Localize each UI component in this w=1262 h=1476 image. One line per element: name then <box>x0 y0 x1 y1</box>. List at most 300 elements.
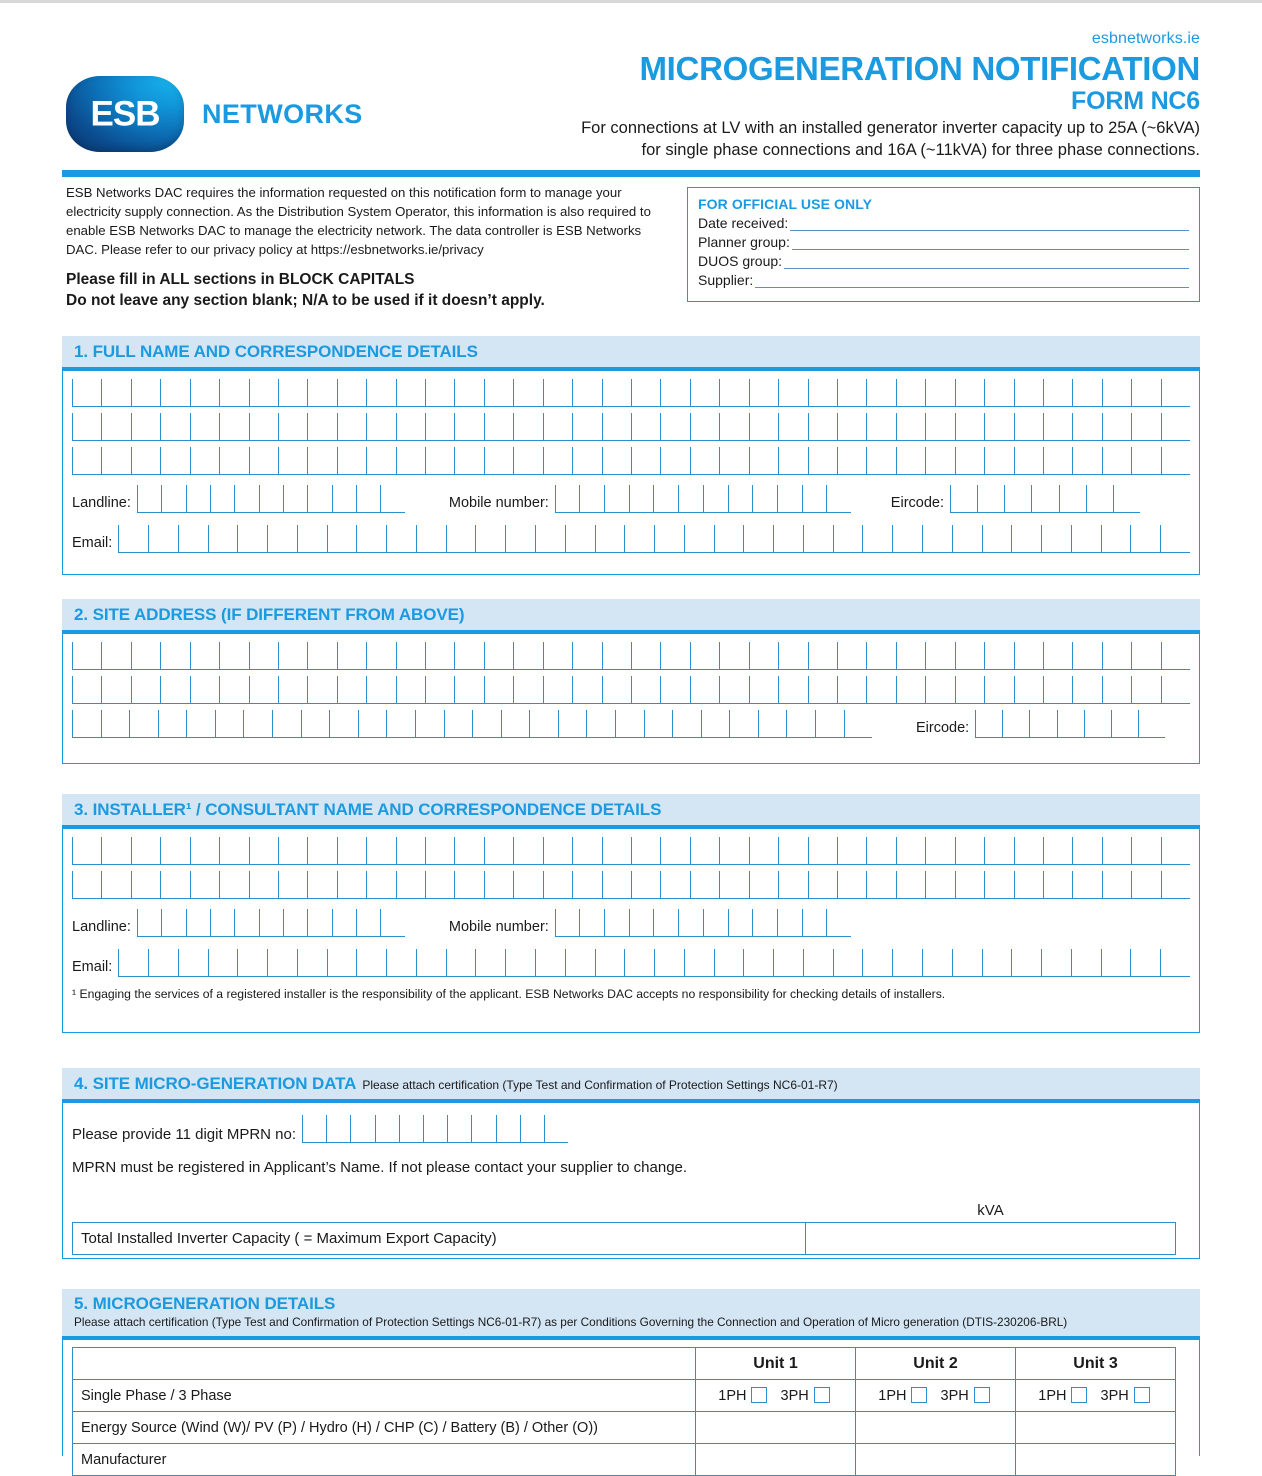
comb-cell[interactable] <box>513 837 542 864</box>
comb-cell[interactable] <box>955 413 984 440</box>
comb-cell[interactable] <box>1072 413 1101 440</box>
comb-cell[interactable] <box>72 837 101 864</box>
comb-cell[interactable] <box>660 642 689 669</box>
unit1-3ph-checkbox[interactable] <box>814 1387 830 1403</box>
comb-cell[interactable] <box>952 525 982 552</box>
comb-cell[interactable] <box>208 525 238 552</box>
comb-cell[interactable] <box>743 949 773 976</box>
comb-cell[interactable] <box>555 485 580 512</box>
comb-cell[interactable] <box>728 909 753 936</box>
comb-cell[interactable] <box>337 642 366 669</box>
comb-cell[interactable] <box>249 447 278 474</box>
capacity-value-input[interactable] <box>806 1222 1176 1254</box>
comb-cell[interactable] <box>302 1115 326 1142</box>
site-eircode-input[interactable] <box>975 710 1165 738</box>
comb-cell[interactable] <box>513 676 542 703</box>
manufacturer-unit-1[interactable] <box>696 1444 856 1476</box>
comb-cell[interactable] <box>866 871 895 898</box>
comb-cell[interactable] <box>629 485 654 512</box>
comb-cell[interactable] <box>826 485 851 512</box>
comb-cell[interactable] <box>1130 525 1160 552</box>
comb-cell[interactable] <box>425 413 454 440</box>
comb-cell[interactable] <box>925 676 954 703</box>
comb-cell[interactable] <box>444 710 473 737</box>
comb-cell[interactable] <box>529 710 558 737</box>
comb-cell[interactable] <box>572 447 601 474</box>
comb-cell[interactable] <box>604 485 629 512</box>
comb-cell[interactable] <box>190 379 219 406</box>
comb-cell[interactable] <box>1014 447 1043 474</box>
comb-cell[interactable] <box>158 710 187 737</box>
comb-cell[interactable] <box>396 676 425 703</box>
comb-cell[interactable] <box>660 837 689 864</box>
comb-cell[interactable] <box>337 413 366 440</box>
comb-cell[interactable] <box>1057 710 1084 737</box>
comb-cell[interactable] <box>210 485 234 512</box>
comb-cell[interactable] <box>454 379 483 406</box>
comb-cell[interactable] <box>131 379 160 406</box>
comb-cell[interactable] <box>1072 642 1101 669</box>
comb-cell[interactable] <box>690 642 719 669</box>
comb-cell[interactable] <box>131 447 160 474</box>
comb-cell[interactable] <box>653 909 678 936</box>
comb-cell[interactable] <box>984 837 1013 864</box>
comb-cell[interactable] <box>950 485 977 512</box>
comb-cell[interactable] <box>496 1115 520 1142</box>
unit1-1ph-checkbox[interactable] <box>751 1387 767 1403</box>
comb-cell[interactable] <box>1014 379 1043 406</box>
comb-cell[interactable] <box>758 710 787 737</box>
site-address-row-2[interactable] <box>72 676 1190 704</box>
comb-cell[interactable] <box>101 413 130 440</box>
comb-cell[interactable] <box>472 710 501 737</box>
comb-cell[interactable] <box>1072 871 1101 898</box>
comb-cell[interactable] <box>190 413 219 440</box>
full-name-row-2[interactable] <box>72 413 1190 441</box>
comb-cell[interactable] <box>1138 710 1165 737</box>
comb-cell[interactable] <box>955 642 984 669</box>
comb-cell[interactable] <box>543 676 572 703</box>
comb-cell[interactable] <box>719 379 748 406</box>
comb-cell[interactable] <box>543 837 572 864</box>
comb-cell[interactable] <box>1014 676 1043 703</box>
comb-cell[interactable] <box>332 909 356 936</box>
comb-cell[interactable] <box>259 485 283 512</box>
comb-cell[interactable] <box>701 710 730 737</box>
comb-cell[interactable] <box>1161 413 1190 440</box>
comb-cell[interactable] <box>72 379 101 406</box>
comb-cell[interactable] <box>977 485 1004 512</box>
comb-cell[interactable] <box>653 485 678 512</box>
comb-cell[interactable] <box>984 447 1013 474</box>
comb-cell[interactable] <box>278 676 307 703</box>
comb-cell[interactable] <box>749 871 778 898</box>
comb-cell[interactable] <box>1071 525 1101 552</box>
comb-cell[interactable] <box>808 871 837 898</box>
unit3-1ph-checkbox[interactable] <box>1071 1387 1087 1403</box>
comb-cell[interactable] <box>366 413 395 440</box>
comb-cell[interactable] <box>237 949 267 976</box>
comb-cell[interactable] <box>327 949 357 976</box>
comb-cell[interactable] <box>186 485 210 512</box>
comb-cell[interactable] <box>866 676 895 703</box>
comb-cell[interactable] <box>595 949 625 976</box>
comb-cell[interactable] <box>423 1115 447 1142</box>
comb-cell[interactable] <box>644 710 673 737</box>
comb-cell[interactable] <box>837 871 866 898</box>
comb-cell[interactable] <box>1041 525 1071 552</box>
comb-cell[interactable] <box>1043 413 1072 440</box>
comb-cell[interactable] <box>1043 447 1072 474</box>
comb-cell[interactable] <box>749 447 778 474</box>
comb-cell[interactable] <box>186 710 215 737</box>
comb-cell[interactable] <box>1102 447 1131 474</box>
comb-cell[interactable] <box>513 379 542 406</box>
comb-cell[interactable] <box>984 871 1013 898</box>
comb-cell[interactable] <box>719 871 748 898</box>
comb-cell[interactable] <box>1130 949 1160 976</box>
comb-cell[interactable] <box>543 447 572 474</box>
energy-source-unit-3[interactable] <box>1016 1412 1176 1444</box>
comb-cell[interactable] <box>356 525 386 552</box>
comb-cell[interactable] <box>660 871 689 898</box>
comb-cell[interactable] <box>425 642 454 669</box>
installer-name-row-1[interactable] <box>72 837 1190 865</box>
comb-cell[interactable] <box>190 642 219 669</box>
comb-cell[interactable] <box>72 676 101 703</box>
comb-cell[interactable] <box>719 413 748 440</box>
comb-cell[interactable] <box>267 525 297 552</box>
comb-cell[interactable] <box>866 413 895 440</box>
comb-cell[interactable] <box>513 413 542 440</box>
comb-cell[interactable] <box>808 379 837 406</box>
comb-cell[interactable] <box>1086 485 1113 512</box>
comb-cell[interactable] <box>454 413 483 440</box>
comb-cell[interactable] <box>579 909 604 936</box>
comb-cell[interactable] <box>719 642 748 669</box>
comb-cell[interactable] <box>72 871 101 898</box>
manufacturer-unit-2[interactable] <box>856 1444 1016 1476</box>
comb-cell[interactable] <box>278 379 307 406</box>
comb-cell[interactable] <box>862 525 892 552</box>
comb-cell[interactable] <box>773 525 803 552</box>
comb-cell[interactable] <box>327 525 357 552</box>
comb-cell[interactable] <box>803 949 833 976</box>
comb-cell[interactable] <box>307 379 336 406</box>
comb-cell[interactable] <box>501 710 530 737</box>
comb-cell[interactable] <box>278 871 307 898</box>
email-input[interactable] <box>118 525 1190 553</box>
comb-cell[interactable] <box>454 837 483 864</box>
comb-cell[interactable] <box>1043 837 1072 864</box>
comb-cell[interactable] <box>249 676 278 703</box>
comb-cell[interactable] <box>454 676 483 703</box>
comb-cell[interactable] <box>624 525 654 552</box>
comb-cell[interactable] <box>131 871 160 898</box>
installer-email-input[interactable] <box>118 949 1190 977</box>
comb-cell[interactable] <box>729 710 758 737</box>
comb-cell[interactable] <box>366 871 395 898</box>
comb-cell[interactable] <box>366 447 395 474</box>
comb-cell[interactable] <box>237 525 267 552</box>
comb-cell[interactable] <box>1102 676 1131 703</box>
comb-cell[interactable] <box>484 447 513 474</box>
comb-cell[interactable] <box>925 837 954 864</box>
comb-cell[interactable] <box>660 413 689 440</box>
mobile-number-input[interactable] <box>555 485 851 513</box>
comb-cell[interactable] <box>1002 710 1029 737</box>
comb-cell[interactable] <box>278 447 307 474</box>
comb-cell[interactable] <box>660 379 689 406</box>
comb-cell[interactable] <box>1029 710 1056 737</box>
comb-cell[interactable] <box>896 413 925 440</box>
comb-cell[interactable] <box>690 837 719 864</box>
duos-group-input[interactable] <box>784 256 1189 269</box>
comb-cell[interactable] <box>505 525 535 552</box>
comb-cell[interactable] <box>484 642 513 669</box>
comb-cell[interactable] <box>1161 447 1190 474</box>
unit2-3ph-checkbox[interactable] <box>974 1387 990 1403</box>
comb-cell[interactable] <box>1102 413 1131 440</box>
comb-cell[interactable] <box>837 837 866 864</box>
comb-cell[interactable] <box>471 1115 495 1142</box>
comb-cell[interactable] <box>1131 413 1160 440</box>
comb-cell[interactable] <box>210 909 234 936</box>
comb-cell[interactable] <box>131 413 160 440</box>
comb-cell[interactable] <box>278 413 307 440</box>
comb-cell[interactable] <box>219 379 248 406</box>
comb-cell[interactable] <box>602 837 631 864</box>
comb-cell[interactable] <box>1011 525 1041 552</box>
comb-cell[interactable] <box>160 447 189 474</box>
comb-cell[interactable] <box>833 949 863 976</box>
comb-cell[interactable] <box>896 379 925 406</box>
comb-cell[interactable] <box>1113 485 1140 512</box>
comb-cell[interactable] <box>243 710 272 737</box>
comb-cell[interactable] <box>160 642 189 669</box>
comb-cell[interactable] <box>778 642 807 669</box>
comb-cell[interactable] <box>416 525 446 552</box>
comb-cell[interactable] <box>1014 871 1043 898</box>
comb-cell[interactable] <box>366 642 395 669</box>
comb-cell[interactable] <box>101 642 130 669</box>
comb-cell[interactable] <box>1043 871 1072 898</box>
comb-cell[interactable] <box>654 525 684 552</box>
comb-cell[interactable] <box>1160 525 1190 552</box>
comb-cell[interactable] <box>955 871 984 898</box>
comb-cell[interactable] <box>535 949 565 976</box>
comb-cell[interactable] <box>475 525 505 552</box>
comb-cell[interactable] <box>380 909 404 936</box>
comb-cell[interactable] <box>234 485 258 512</box>
comb-cell[interactable] <box>703 485 728 512</box>
comb-cell[interactable] <box>72 710 101 737</box>
comb-cell[interactable] <box>862 949 892 976</box>
comb-cell[interactable] <box>219 642 248 669</box>
comb-cell[interactable] <box>837 379 866 406</box>
comb-cell[interactable] <box>631 447 660 474</box>
comb-cell[interactable] <box>752 485 777 512</box>
comb-cell[interactable] <box>160 413 189 440</box>
comb-cell[interactable] <box>337 676 366 703</box>
comb-cell[interactable] <box>896 871 925 898</box>
comb-cell[interactable] <box>925 871 954 898</box>
comb-cell[interactable] <box>1101 525 1131 552</box>
comb-cell[interactable] <box>160 379 189 406</box>
comb-cell[interactable] <box>190 871 219 898</box>
comb-cell[interactable] <box>101 676 130 703</box>
comb-cell[interactable] <box>118 949 148 976</box>
comb-cell[interactable] <box>1043 642 1072 669</box>
comb-cell[interactable] <box>1011 949 1041 976</box>
comb-cell[interactable] <box>1131 871 1160 898</box>
comb-cell[interactable] <box>396 642 425 669</box>
comb-cell[interactable] <box>631 837 660 864</box>
comb-cell[interactable] <box>837 447 866 474</box>
comb-cell[interactable] <box>572 642 601 669</box>
comb-cell[interactable] <box>837 676 866 703</box>
comb-cell[interactable] <box>803 525 833 552</box>
eircode-input[interactable] <box>950 485 1140 513</box>
comb-cell[interactable] <box>866 447 895 474</box>
comb-cell[interactable] <box>778 871 807 898</box>
comb-cell[interactable] <box>565 525 595 552</box>
installer-landline-input[interactable] <box>137 909 405 937</box>
comb-cell[interactable] <box>535 525 565 552</box>
comb-cell[interactable] <box>777 909 802 936</box>
comb-cell[interactable] <box>1102 642 1131 669</box>
comb-cell[interactable] <box>513 447 542 474</box>
comb-cell[interactable] <box>161 909 185 936</box>
comb-cell[interactable] <box>604 909 629 936</box>
comb-cell[interactable] <box>396 413 425 440</box>
comb-cell[interactable] <box>366 676 395 703</box>
comb-cell[interactable] <box>1072 379 1101 406</box>
comb-cell[interactable] <box>892 525 922 552</box>
comb-cell[interactable] <box>484 871 513 898</box>
mprn-input[interactable] <box>302 1115 568 1143</box>
comb-cell[interactable] <box>543 413 572 440</box>
comb-cell[interactable] <box>1161 676 1190 703</box>
comb-cell[interactable] <box>219 871 248 898</box>
comb-cell[interactable] <box>982 525 1012 552</box>
comb-cell[interactable] <box>375 1115 399 1142</box>
comb-cell[interactable] <box>802 485 827 512</box>
comb-cell[interactable] <box>484 837 513 864</box>
comb-cell[interactable] <box>447 1115 471 1142</box>
comb-cell[interactable] <box>749 837 778 864</box>
comb-cell[interactable] <box>1160 949 1190 976</box>
comb-cell[interactable] <box>356 949 386 976</box>
comb-cell[interactable] <box>602 447 631 474</box>
comb-cell[interactable] <box>1014 837 1043 864</box>
comb-cell[interactable] <box>773 949 803 976</box>
comb-cell[interactable] <box>1059 485 1086 512</box>
comb-cell[interactable] <box>778 837 807 864</box>
comb-cell[interactable] <box>307 837 336 864</box>
comb-cell[interactable] <box>984 642 1013 669</box>
comb-cell[interactable] <box>631 413 660 440</box>
comb-cell[interactable] <box>752 909 777 936</box>
comb-cell[interactable] <box>101 871 130 898</box>
comb-cell[interactable] <box>356 909 380 936</box>
comb-cell[interactable] <box>808 837 837 864</box>
comb-cell[interactable] <box>386 710 415 737</box>
comb-cell[interactable] <box>572 837 601 864</box>
comb-cell[interactable] <box>808 676 837 703</box>
comb-cell[interactable] <box>1072 676 1101 703</box>
comb-cell[interactable] <box>1043 676 1072 703</box>
comb-cell[interactable] <box>543 642 572 669</box>
comb-cell[interactable] <box>925 642 954 669</box>
comb-cell[interactable] <box>595 525 625 552</box>
energy-source-unit-2[interactable] <box>856 1412 1016 1444</box>
comb-cell[interactable] <box>396 837 425 864</box>
comb-cell[interactable] <box>399 1115 423 1142</box>
comb-cell[interactable] <box>1043 379 1072 406</box>
comb-cell[interactable] <box>892 949 922 976</box>
comb-cell[interactable] <box>1014 642 1043 669</box>
comb-cell[interactable] <box>505 949 535 976</box>
comb-cell[interactable] <box>544 1115 568 1142</box>
comb-cell[interactable] <box>837 642 866 669</box>
comb-cell[interactable] <box>219 837 248 864</box>
manufacturer-unit-3[interactable] <box>1016 1444 1176 1476</box>
comb-cell[interactable] <box>602 871 631 898</box>
comb-cell[interactable] <box>690 871 719 898</box>
comb-cell[interactable] <box>925 379 954 406</box>
comb-cell[interactable] <box>326 1115 350 1142</box>
comb-cell[interactable] <box>684 525 714 552</box>
comb-cell[interactable] <box>955 676 984 703</box>
comb-cell[interactable] <box>631 642 660 669</box>
installer-mobile-input[interactable] <box>555 909 851 937</box>
comb-cell[interactable] <box>808 642 837 669</box>
comb-cell[interactable] <box>802 909 827 936</box>
comb-cell[interactable] <box>178 949 208 976</box>
comb-cell[interactable] <box>703 909 728 936</box>
comb-cell[interactable] <box>297 525 327 552</box>
comb-cell[interactable] <box>572 379 601 406</box>
comb-cell[interactable] <box>208 949 238 976</box>
comb-cell[interactable] <box>160 837 189 864</box>
comb-cell[interactable] <box>386 949 416 976</box>
comb-cell[interactable] <box>896 676 925 703</box>
comb-cell[interactable] <box>714 949 744 976</box>
comb-cell[interactable] <box>454 642 483 669</box>
comb-cell[interactable] <box>272 710 301 737</box>
planner-group-input[interactable] <box>792 237 1189 250</box>
comb-cell[interactable] <box>1101 949 1131 976</box>
comb-cell[interactable] <box>1102 871 1131 898</box>
comb-cell[interactable] <box>586 710 615 737</box>
comb-cell[interactable] <box>186 909 210 936</box>
comb-cell[interactable] <box>415 710 444 737</box>
comb-cell[interactable] <box>952 949 982 976</box>
comb-cell[interactable] <box>602 379 631 406</box>
comb-cell[interactable] <box>1131 837 1160 864</box>
comb-cell[interactable] <box>719 837 748 864</box>
comb-cell[interactable] <box>215 710 244 737</box>
comb-cell[interactable] <box>654 949 684 976</box>
comb-cell[interactable] <box>629 909 654 936</box>
comb-cell[interactable] <box>572 871 601 898</box>
comb-cell[interactable] <box>190 837 219 864</box>
site-address-row-3[interactable] <box>72 710 872 738</box>
comb-cell[interactable] <box>446 949 476 976</box>
comb-cell[interactable] <box>249 871 278 898</box>
comb-cell[interactable] <box>332 485 356 512</box>
